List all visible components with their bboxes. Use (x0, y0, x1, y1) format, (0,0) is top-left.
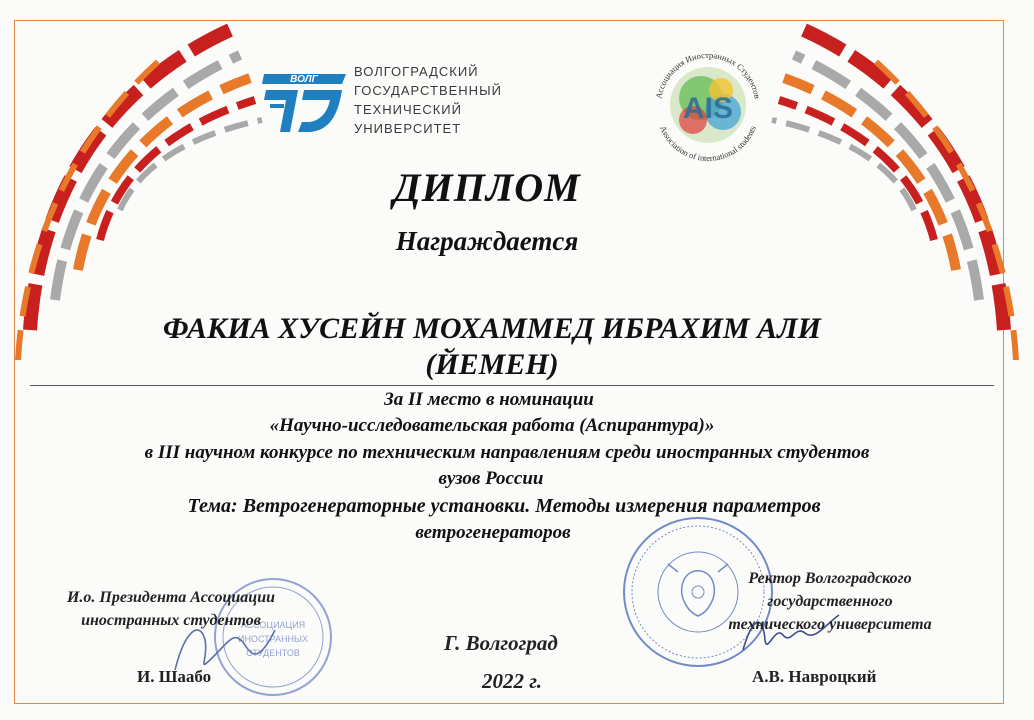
contest-line-continued: вузов России (438, 468, 544, 489)
left-signatory-title (56, 586, 286, 632)
nomination-line: «Научно-исследовательская работа (Аспирантура)» (269, 415, 715, 436)
svg-text:ИНОСТРАННЫХ: ИНОСТРАННЫХ (237, 634, 309, 644)
topic-line: Тема: Ветрогенераторные установки. Методы измерения параметров (187, 495, 821, 517)
vstu-logo (258, 60, 353, 136)
left-signatory-name: И. Шаабо (137, 667, 212, 686)
left-signatory-title-line: И.о. Президента Ассоциации (66, 589, 275, 606)
award-place-line: За II место в номинации (384, 389, 594, 410)
divider-line (30, 385, 994, 386)
vstu-logo-text: ВОЛГ (290, 74, 318, 85)
university-name-line: ГОСУДАРСТВЕННЫЙ (354, 83, 502, 98)
svg-text:СТУДЕНТОВ: СТУДЕНТОВ (246, 648, 300, 658)
university-name-line: УНИВЕРСИТЕТ (354, 121, 462, 136)
right-signatory-title-line: государственного (767, 593, 893, 610)
left-signatory-title-line: иностранных студентов (81, 612, 261, 629)
university-name (354, 62, 502, 138)
svg-text:АССОЦИАЦИЯ: АССОЦИАЦИЯ (240, 620, 306, 630)
right-signatory-title (710, 567, 950, 636)
association-logo (643, 40, 773, 170)
contest-line: в III научном конкурсе по техническим направлениям среди иностранных студентов (144, 442, 870, 463)
association-logo-letters: AIS (682, 92, 734, 125)
diploma-title: ДИПЛОМ (393, 165, 581, 210)
right-signatory-title-line: технического университета (728, 616, 932, 633)
association-ring-text-bottom: Association of international students (658, 124, 758, 164)
recipient-name: ФАКИА ХУСЕЙН МОХАММЕД ИБРАХИМ АЛИ (162, 312, 822, 345)
university-name-line: ВОЛГОГРАДСКИЙ (354, 64, 479, 79)
right-signatory-title-line: Ректор Волгоградского (748, 570, 912, 587)
year-label: 2022 г. (482, 669, 542, 693)
awarded-label: Награждается (395, 226, 579, 256)
city-label: Г. Волгоград (444, 631, 558, 655)
topic-line-continued: ветрогенераторов (415, 522, 571, 543)
university-name-line: ТЕХНИЧЕСКИЙ (354, 102, 462, 117)
right-signatory-name: А.В. Навроцкий (752, 667, 877, 686)
recipient-country: (ЙЕМЕН) (425, 348, 559, 381)
association-ring-text-top: Ассоциация Иностранных Студентов (653, 49, 763, 100)
